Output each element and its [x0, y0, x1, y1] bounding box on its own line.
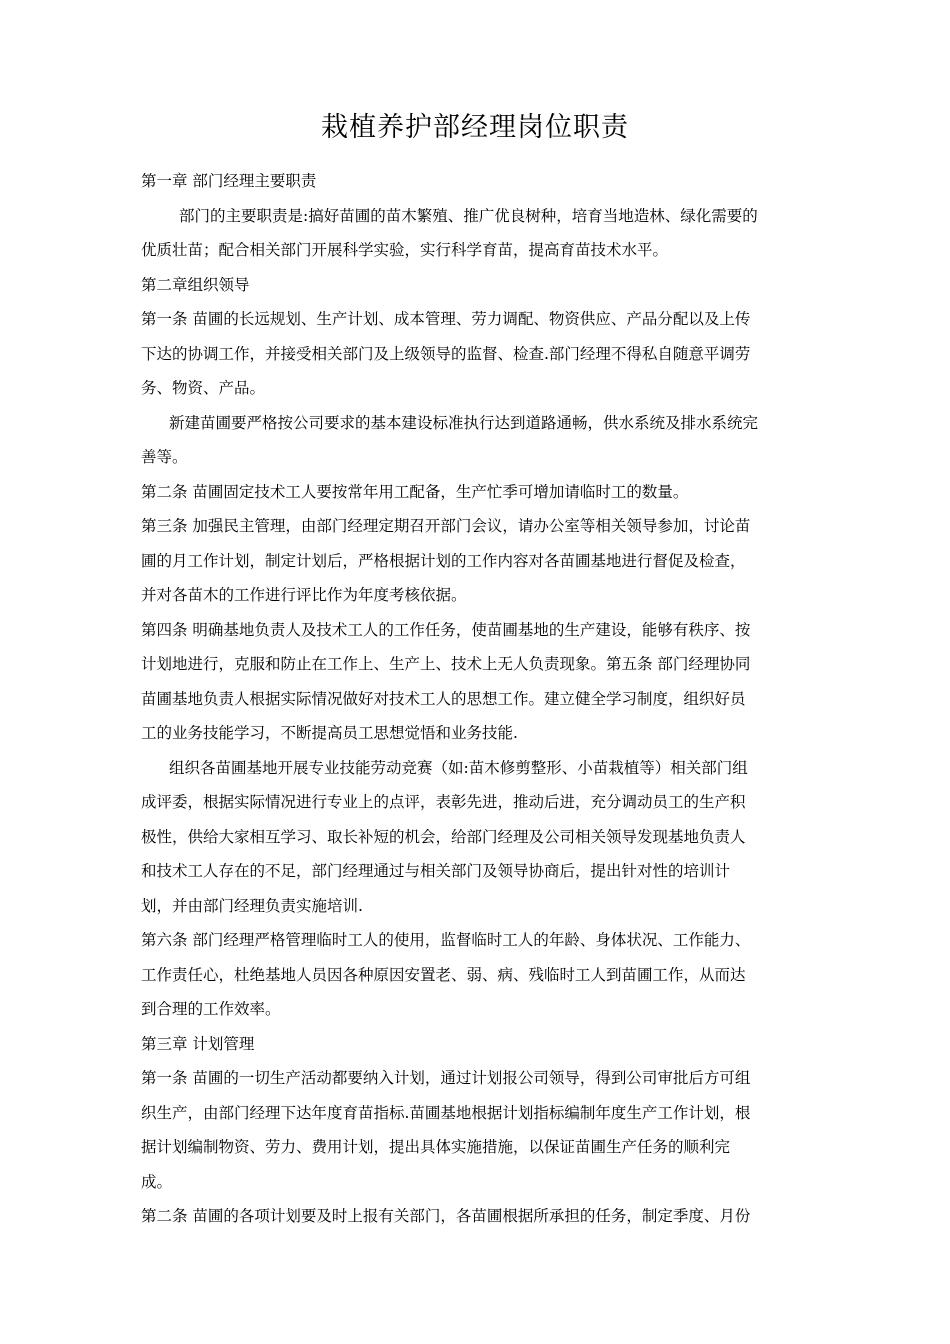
text-line: 成。: [141, 1172, 173, 1191]
text-line: 成评委，根据实际情况进行专业上的点评，表彰先进，推动后进，充分调动员工的生产积: [141, 793, 746, 811]
text-line: 和技术工人存在的不足，部门经理通过与相关部门及领导协商后，提出针对性的培训计: [141, 862, 731, 880]
text-line: 第二章组织领导: [141, 275, 250, 294]
text-line: 苗圃基地负责人根据实际情况做好对技术工人的思想工作。建立健全学习制度，组织好员: [141, 689, 746, 708]
text-line: 工的业务技能学习，不断提高员工思想觉悟和业务技能.: [141, 724, 518, 742]
text-line: 第一章 部门经理主要职责: [141, 172, 317, 190]
text-line: 计划地进行，克服和防止在工作上、生产上、技术上无人负责现象。第五条 部门经理协同: [141, 655, 751, 673]
text-line: 到合理的工作效率。: [141, 1000, 281, 1018]
text-line: 善等。: [141, 448, 188, 466]
text-line: 工作责任心，杜绝基地人员因各种原因安置老、弱、病、残临时工人到苗圃工作，从而达: [141, 965, 746, 984]
text-line: 圃的月工作计划，制定计划后，严格根据计划的工作内容对各苗圃基地进行督促及检查，: [141, 551, 746, 570]
text-line: 第六条 部门经理严格管理临时工人的使用，监督临时工人的年龄、身体状况、工作能力、: [141, 931, 751, 949]
text-line: 第二条 苗圃固定技术工人要按常年用工配备，生产忙季可增加请临时工的数量。: [141, 482, 689, 501]
text-line: 划，并由部门经理负责实施培训.: [141, 896, 363, 915]
text-line: 极性，供给大家相互学习、取长补短的机会，给部门经理及公司相关领导发现基地负责人: [141, 827, 746, 846]
text-line: 部门的主要职责是:搞好苗圃的苗木繁殖、推广优良树种，培育当地造林、绿化需要的: [179, 206, 758, 225]
text-line: 第三章 计划管理: [141, 1034, 255, 1053]
text-line: 优质壮苗；配合相关部门开展科学实验，实行科学育苗，提高育苗技术水平。: [141, 241, 669, 259]
text-line: 并对各苗木的工作进行评比作为年度考核依据。: [141, 586, 467, 604]
text-line: 第一条 苗圃的长远规划、生产计划、成本管理、劳力调配、物资供应、产品分配以及上传: [141, 310, 751, 328]
text-line: 第三条 加强民主管理，由部门经理定期召开部门会议，请办公室等相关领导参加，讨论苗: [141, 517, 751, 535]
text-line: 组织各苗圃基地开展专业技能劳动竞赛（如:苗木修剪整形、小苗栽植等）相关部门组: [169, 758, 748, 777]
text-line: 第一条 苗圃的一切生产活动都要纳入计划，通过计划报公司领导，得到公司审批后方可组: [141, 1069, 751, 1087]
text-line: 织生产，由部门经理下达年度育苗指标.苗圃基地根据计划指标编制年度生产工作计划，根: [141, 1103, 751, 1122]
text-line: 第二条 苗圃的各项计划要及时上报有关部门，各苗圃根据所承担的任务，制定季度、月份: [141, 1207, 751, 1225]
text-line: 据计划编制物资、劳力、费用计划，提出具体实施措施，以保证苗圃生产任务的顺利完: [141, 1138, 731, 1156]
document-title: 栽植养护部经理岗位职责: [321, 112, 629, 143]
document-body: [141, 164, 821, 1234]
text-line: 新建苗圃要严格按公司要求的基本建设标准执行达到道路通畅，供水系统及排水系统完: [169, 413, 759, 432]
text-line: 务、物资、产品。: [141, 379, 266, 397]
text-line: 第四条 明确基地负责人及技术工人的工作任务，使苗圃基地的生产建设，能够有秩序、按: [141, 620, 751, 639]
text-line: 下达的协调工作，并接受相关部门及上级领导的监督、检查.部门经理不得私自随意平调劳: [141, 344, 751, 363]
